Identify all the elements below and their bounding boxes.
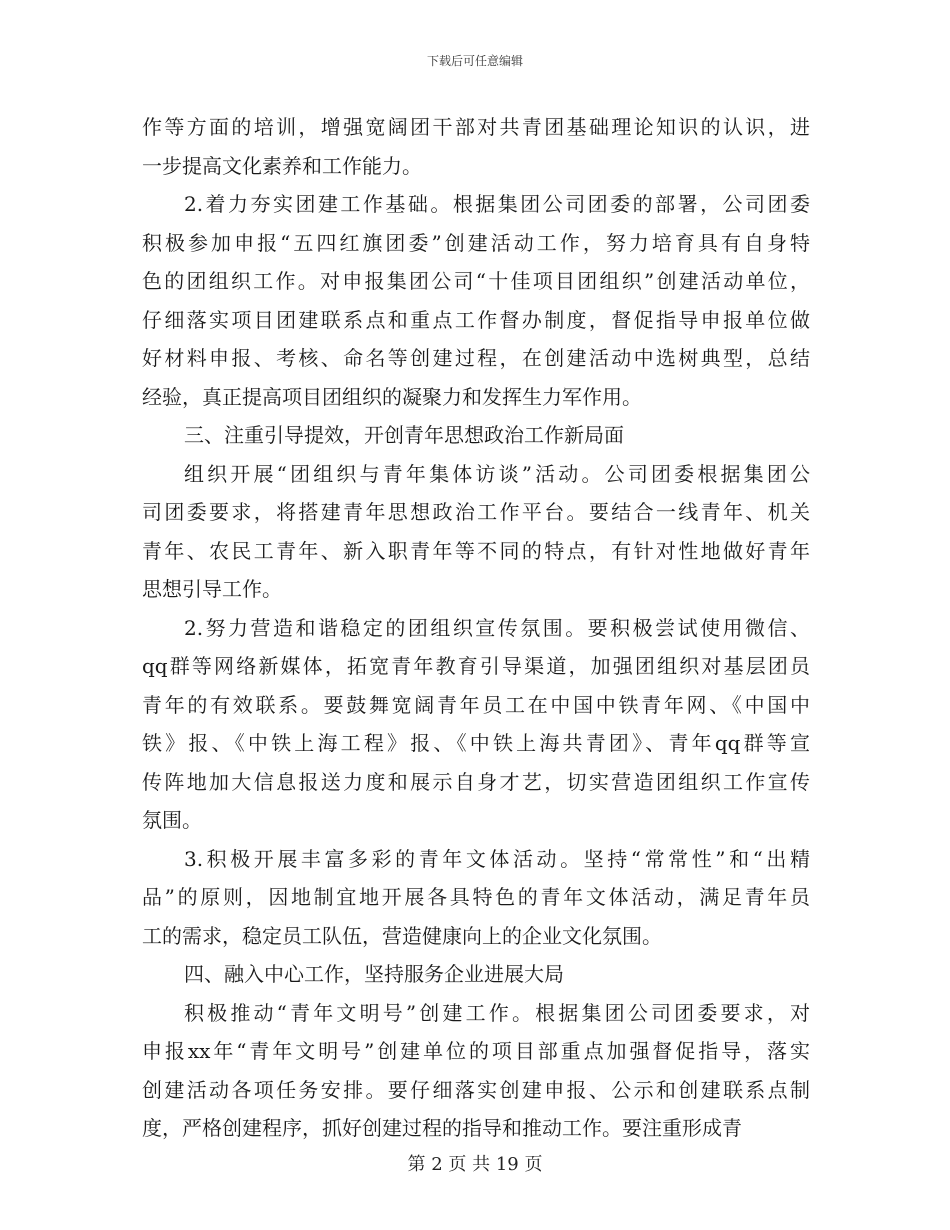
body-text-line: 2.努力营造和谐稳定的团组织宣传氛围。要积极尝试使用微信、 xyxy=(184,615,810,640)
page-header: 下载后可任意编辑 xyxy=(426,54,523,68)
body-text-line: 思想引导工作。 xyxy=(142,577,282,601)
body-text-line: 青年的有效联系。要鼓舞宽阔青年员工在中国中铁青年网、《中国中 xyxy=(142,692,810,717)
body-text-line: 一步提高文化素养和工作能力。 xyxy=(142,153,422,178)
body-text-line: 司团委要求，将搭建青年思想政治工作平台。要结合一线青年、机关 xyxy=(142,500,810,524)
body-text-line: 3.积极开展丰富多彩的青年文体活动。坚持“常常性”和“出精 xyxy=(184,846,810,871)
body-text-line: 传阵地加大信息报送力度和展示自身才艺，切实营造团组织工作宣传 xyxy=(142,769,810,794)
body-text-line: 2.着力夯实团建工作基础。根据集团公司团委的部署，公司团委 xyxy=(184,192,810,216)
body-text-line: 品”的原则，因地制宜地开展各具特色的青年文体活动，满足青年员 xyxy=(142,885,810,909)
body-text-line: 作等方面的培训，增强宽阔团干部对共青团基础理论知识的认识，进 xyxy=(142,115,810,139)
document-body xyxy=(142,108,810,1148)
body-text-line: qq群等网络新媒体，拓宽青年教育引导渠道，加强团组织对基层团员 xyxy=(142,654,810,678)
body-text-line: 四、融入中心工作，坚持服务企业进展大局 xyxy=(184,962,564,986)
body-text-line: 氛围。 xyxy=(142,808,202,832)
body-text-line: 创建活动各项任务安排。要仔细落实创建申报、公示和创建联系点制 xyxy=(142,1077,810,1102)
body-text-line: 三、注重引导提效，开创青年思想政治工作新局面 xyxy=(184,423,624,447)
page-number-footer: 第 2 页 共 19 页 xyxy=(407,1154,543,1175)
body-text-line: 工的需求，稳定员工队伍，营造健康向上的企业文化氛围。 xyxy=(142,923,662,948)
body-text-line: 经验，真正提高项目团组织的凝聚力和发挥生力军作用。 xyxy=(142,384,642,409)
body-text-line: 青年、农民工青年、新入职青年等不同的特点，有针对性地做好青年 xyxy=(142,538,810,563)
body-text-line: 积极推动“青年文明号”创建工作。根据集团公司团委要求，对 xyxy=(184,1000,810,1025)
body-text-line: 申报xx年“青年文明号”创建单位的项目部重点加强督促指导，落实 xyxy=(142,1039,810,1063)
body-text-line: 组织开展“团组织与青年集体访谈”活动。公司团委根据集团公 xyxy=(184,461,810,486)
body-text-line: 色的团组织工作。对申报集团公司“十佳项目团组织”创建活动单位， xyxy=(142,269,810,293)
body-text-line: 度，严格创建程序，抓好创建过程的指导和推动工作。要注重形成青 xyxy=(142,1116,742,1140)
body-text-line: 铁》报、《中铁上海工程》报、《中铁上海共青团》、青年qq群等宣 xyxy=(142,731,810,755)
body-text-line: 好材料申报、考核、命名等创建过程，在创建活动中选树典型，总结 xyxy=(142,346,810,370)
body-text-line: 仔细落实项目团建联系点和重点工作督办制度，督促指导申报单位做 xyxy=(142,307,810,332)
body-text-line: 积极参加申报“五四红旗团委”创建活动工作，努力培育具有自身特 xyxy=(142,230,810,255)
